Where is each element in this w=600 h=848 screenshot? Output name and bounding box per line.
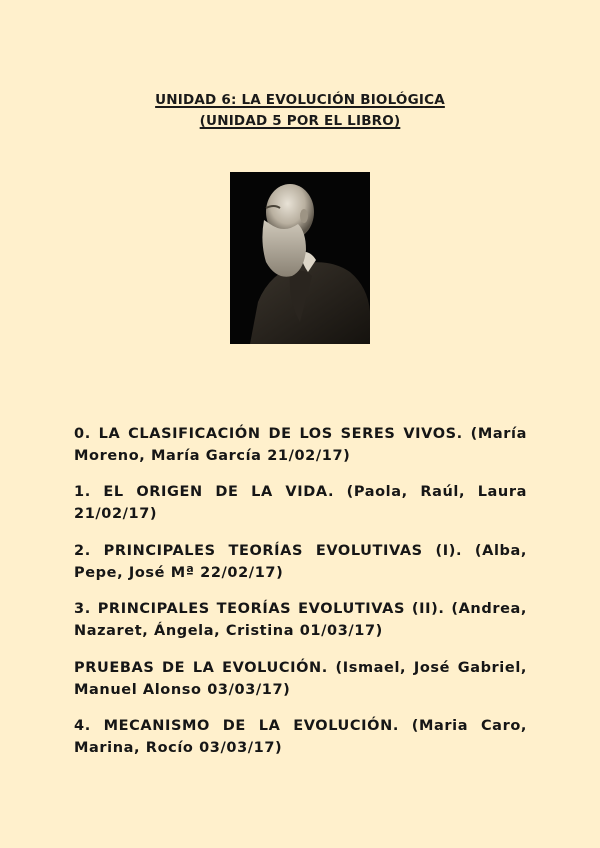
topic-entry-4: 4. MECANISMO DE LA EVOLUCIÓN. (Maria Caro, Marina, Rocío 03/03/17): [74, 718, 527, 756]
topic-entry-pruebas: PRUEBAS DE LA EVOLUCIÓN. (Ismael, José Gabriel, Manuel Alonso 03/03/17): [74, 659, 527, 698]
topic-entry-0: 0. LA CLASIFICACIÓN DE LOS SERES VIVOS. (María Moreno, María García 21/02/17): [74, 425, 527, 464]
topic-entry-1: 1. EL ORIGEN DE LA VIDA. (Paola, Raúl, Laura 21/02/17): [74, 484, 527, 522]
topic-entry-2: 2. PRINCIPALES TEORÍAS EVOLUTIVAS (I). (Alba, Pepe, José Mª 22/02/17): [74, 542, 527, 581]
portrait-image-icon: [230, 172, 370, 344]
topic-list: [74, 408, 527, 773]
page-title: UNIDAD 6: LA EVOLUCIÓN BIOLÓGICA: [155, 92, 445, 108]
portrait-photo: [230, 172, 370, 344]
topic-entry-3: 3. PRINCIPALES TEORÍAS EVOLUTIVAS (II). (Andrea, Nazaret, Ángela, Cristina 01/03/17): [74, 601, 527, 639]
page-subtitle: (UNIDAD 5 POR EL LIBRO): [199, 113, 401, 129]
